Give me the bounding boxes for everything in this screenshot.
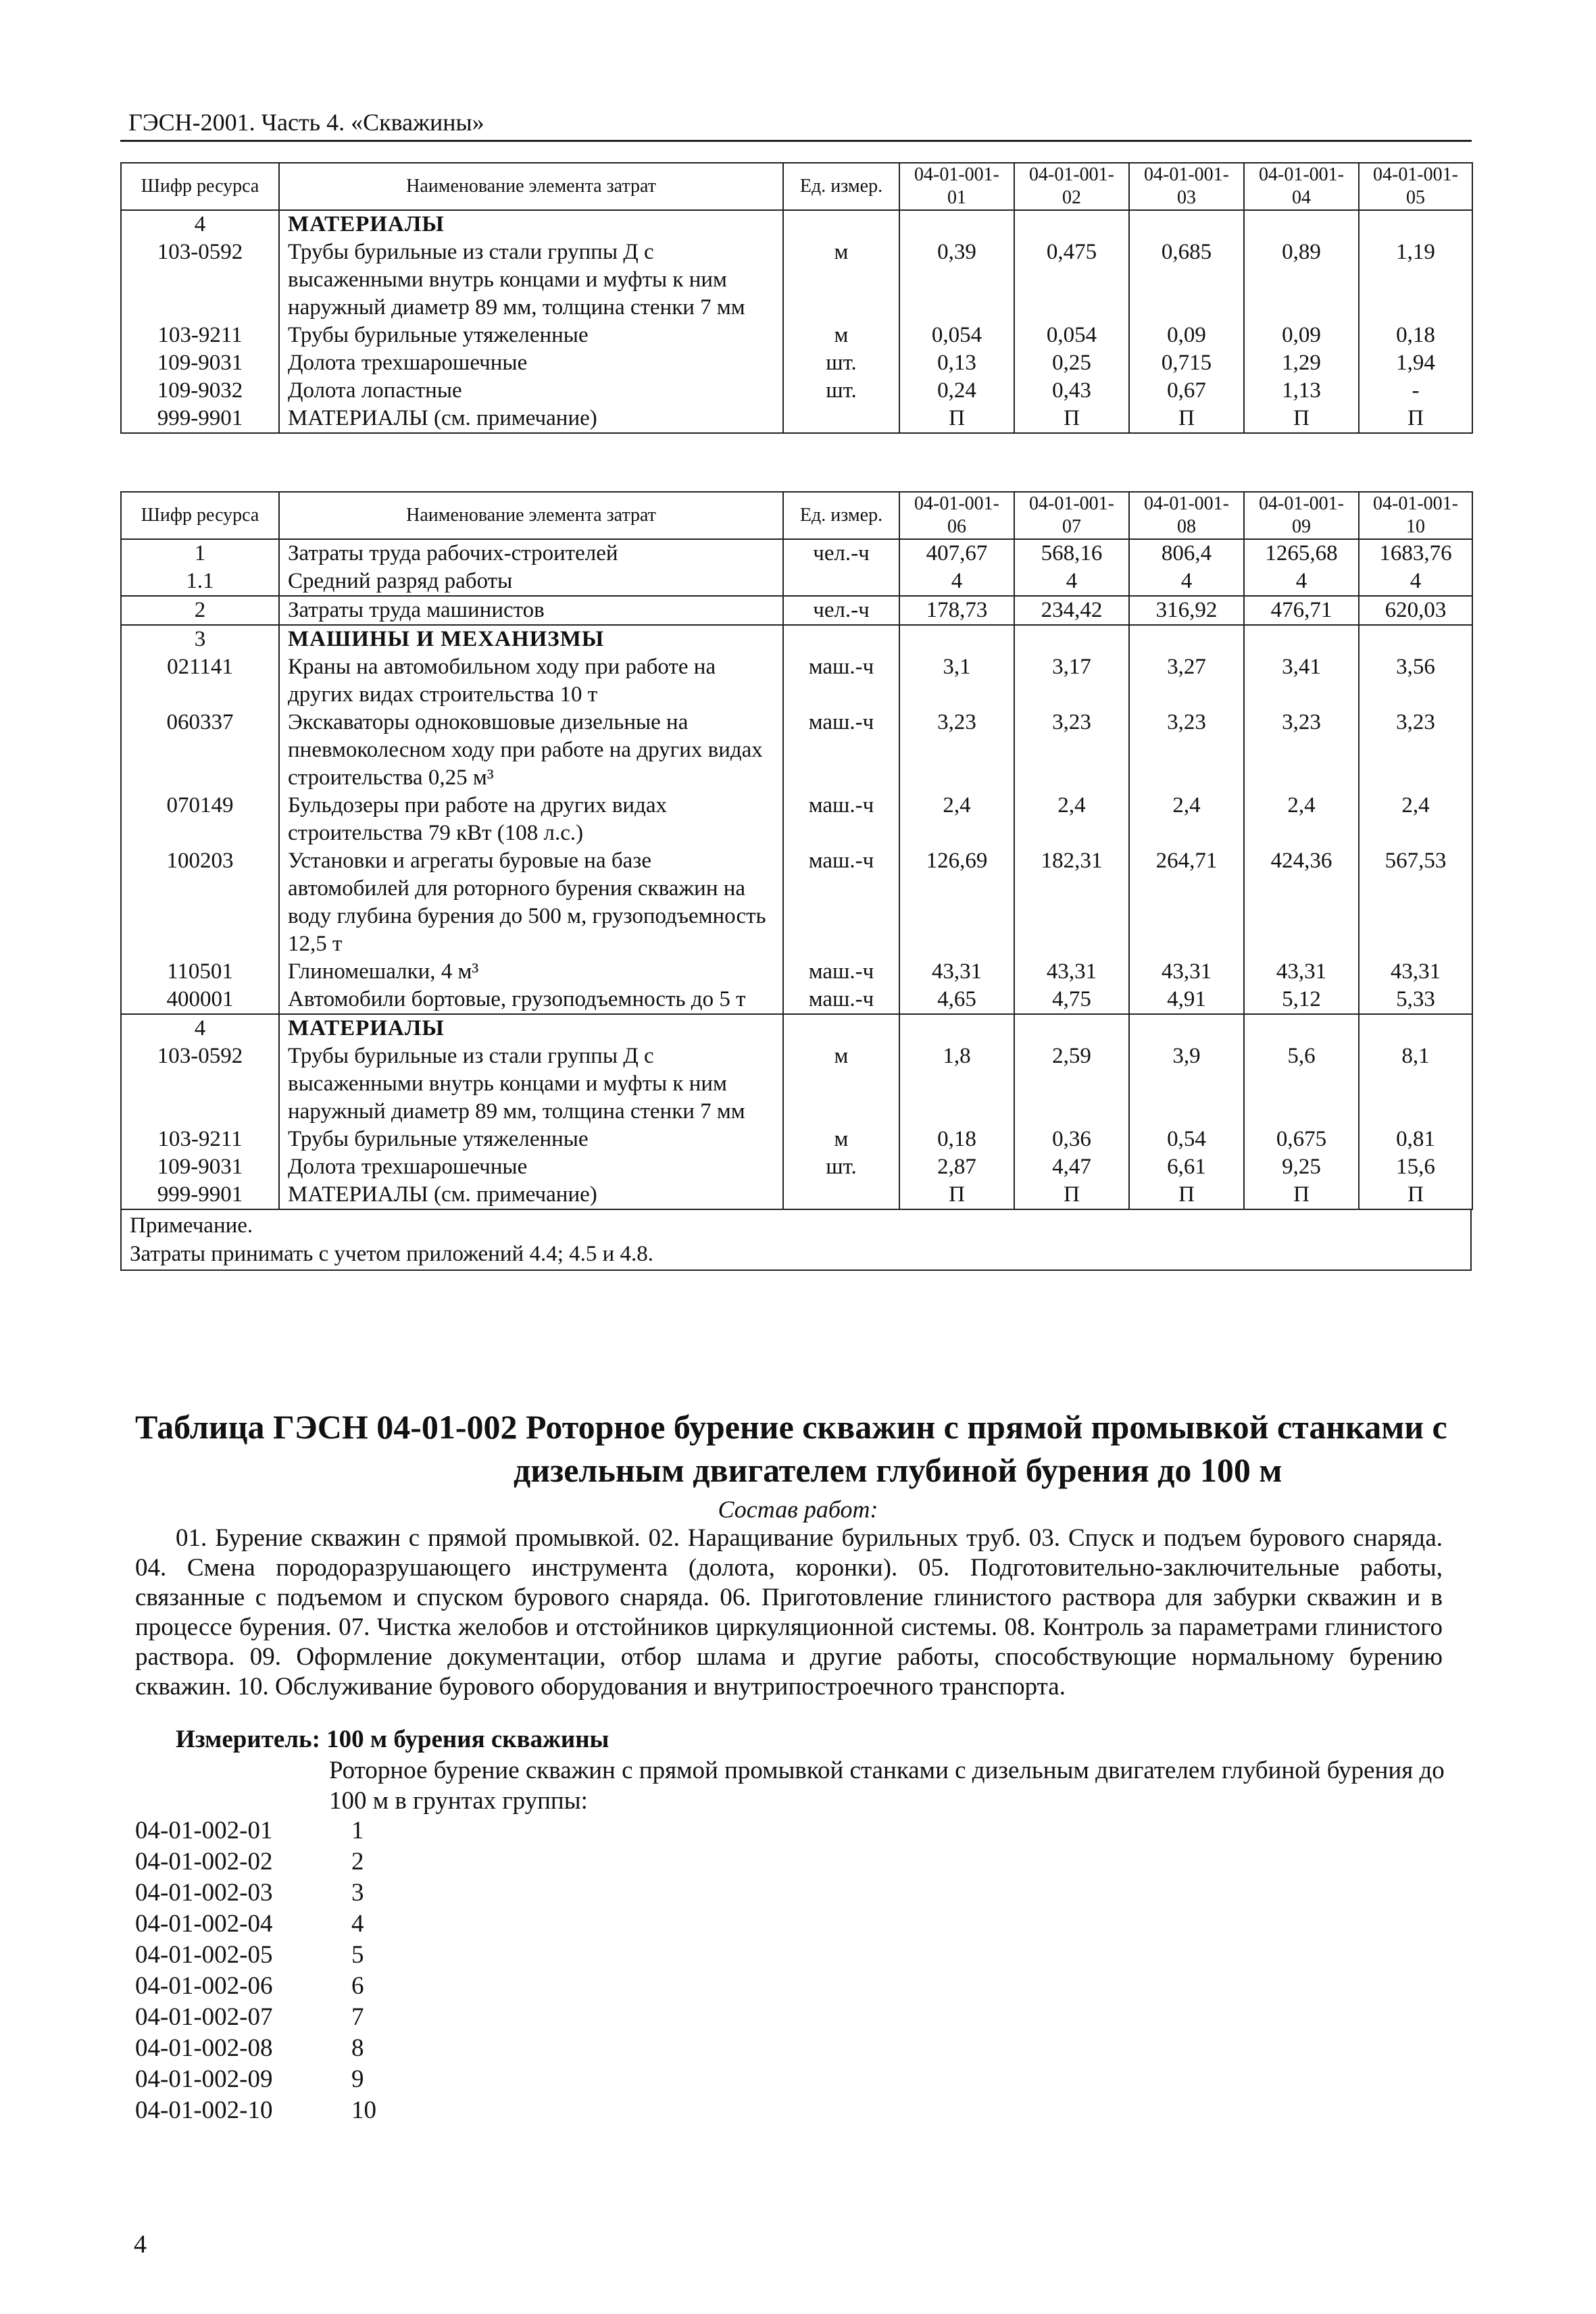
value-cell: 568,16 <box>1014 539 1129 568</box>
unit-cell <box>783 1181 899 1209</box>
value-cell: 4,91 <box>1129 986 1244 1014</box>
table-row <box>121 596 1472 625</box>
value-cell: 0,675 <box>1244 1126 1359 1153</box>
work-composition-text: 01. Бурение скважин с прямой промывкой. 02. Наращивание бурильных труб. 03. Спуск и подъем бурового снаряда. 04. Смена породоразрушающего инструмента (долота, коронки). 05. Подготовительно-заключительные работы, связанные с подъемом и спуском бурового снаряда. 06. Приготовление глинистого раствора для забурки скважин и в процессе бурения. 07. Чистка желобов и отстойников циркуляционной системы. 08. Контроль за параметрами глинистого раствора. 09. Оформление документации, отбор шлама и другие работы, способствующие нормальному бурению скважин. 10. Обслуживание бурового оборудования и внутрипостроечного транспорта. <box>135 1524 1443 1701</box>
element-name: Краны на автомобильном ходу при работе на других видах строительства 10 т <box>279 653 783 709</box>
table-row <box>121 1126 1472 1153</box>
soil-group: 10 <box>351 2096 376 2124</box>
soil-group: 1 <box>351 1817 364 1844</box>
element-name: МАШИНЫ И МЕХАНИЗМЫ <box>279 625 783 653</box>
resource-code: 999-9901 <box>121 405 279 433</box>
element-name: МАТЕРИАЛЫ (см. примечание) <box>279 405 783 433</box>
value-cell: 0,054 <box>899 322 1014 349</box>
value-cell: 234,42 <box>1014 596 1129 625</box>
value-cell: 0,67 <box>1129 377 1244 405</box>
norm-code: 04-01-002-07 <box>135 2003 273 2031</box>
code-list-item <box>135 1971 376 2002</box>
value-cell: 3,41 <box>1244 653 1359 709</box>
soil-group: 2 <box>351 1848 364 1876</box>
unit-cell <box>783 405 899 433</box>
value-cell: 1265,68 <box>1244 539 1359 568</box>
code-list-item <box>135 1815 376 1846</box>
value-cell <box>1129 625 1244 653</box>
value-cell: 6,61 <box>1129 1153 1244 1181</box>
value-cell: 0,475 <box>1014 238 1129 322</box>
table-row <box>121 792 1472 847</box>
resource-code: 021141 <box>121 653 279 709</box>
unit-cell: маш.-ч <box>783 958 899 986</box>
value-cell: 1,13 <box>1244 377 1359 405</box>
element-name: Затраты труда машинистов <box>279 596 783 625</box>
value-cell: 1,19 <box>1359 238 1472 322</box>
resource-code: 100203 <box>121 847 279 958</box>
resource-code: 109-9031 <box>121 349 279 377</box>
soil-group: 7 <box>351 2003 364 2031</box>
value-cell: 43,31 <box>1014 958 1129 986</box>
unit-cell <box>783 568 899 596</box>
value-cell: 3,23 <box>1129 709 1244 792</box>
value-cell: 4 <box>899 568 1014 596</box>
code-list-item <box>135 2002 376 2033</box>
value-cell <box>1014 625 1129 653</box>
column-header: 04-01-001-05 <box>1359 163 1472 210</box>
table-row <box>121 377 1472 405</box>
resource-table-1 <box>120 162 1473 434</box>
section-title-line1: Таблица ГЭСН 04-01-002 Роторное бурение скважин с прямой промывкой станками с <box>135 1408 1447 1446</box>
value-cell <box>1244 625 1359 653</box>
norm-code: 04-01-002-02 <box>135 1848 273 1876</box>
value-cell: 2,87 <box>899 1153 1014 1181</box>
value-cell: 567,53 <box>1359 847 1472 958</box>
value-cell: 0,24 <box>899 377 1014 405</box>
value-cell <box>1129 1014 1244 1042</box>
resource-code: 400001 <box>121 986 279 1014</box>
resource-code: 1 <box>121 539 279 568</box>
unit-cell: м <box>783 1126 899 1153</box>
value-cell: П <box>1244 405 1359 433</box>
norm-code: 04-01-002-06 <box>135 1972 273 2000</box>
value-cell: 0,054 <box>1014 322 1129 349</box>
work-composition-label: Состав работ: <box>718 1496 878 1523</box>
value-cell: 4,75 <box>1014 986 1129 1014</box>
header-rule <box>120 140 1472 142</box>
value-cell <box>1359 625 1472 653</box>
value-cell <box>1359 210 1472 238</box>
value-cell: 1,94 <box>1359 349 1472 377</box>
value-cell: 5,33 <box>1359 986 1472 1014</box>
value-cell <box>1014 1014 1129 1042</box>
value-cell: 424,36 <box>1244 847 1359 958</box>
value-cell: 3,23 <box>1359 709 1472 792</box>
table-row <box>121 709 1472 792</box>
value-cell: 0,09 <box>1244 322 1359 349</box>
value-cell: 0,18 <box>899 1126 1014 1153</box>
unit-cell: шт. <box>783 377 899 405</box>
resource-code: 060337 <box>121 709 279 792</box>
element-name: Автомобили бортовые, грузоподъемность до 5 т <box>279 986 783 1014</box>
resource-code: 3 <box>121 625 279 653</box>
column-header: Ед. измер. <box>783 492 899 539</box>
value-cell: 4,47 <box>1014 1153 1129 1181</box>
column-header: Наименование элемента затрат <box>279 492 783 539</box>
column-header: 04-01-001-10 <box>1359 492 1472 539</box>
table-row <box>121 1153 1472 1181</box>
value-cell: 5,12 <box>1244 986 1359 1014</box>
value-cell: 0,36 <box>1014 1126 1129 1153</box>
value-cell: 2,4 <box>1014 792 1129 847</box>
resource-code: 1.1 <box>121 568 279 596</box>
resource-code: 070149 <box>121 792 279 847</box>
table-note <box>120 1209 1472 1271</box>
value-cell: 264,71 <box>1129 847 1244 958</box>
element-name: Долота трехшарошечные <box>279 1153 783 1181</box>
table-header-row <box>121 163 1472 210</box>
value-cell: П <box>1014 1181 1129 1209</box>
value-cell: 476,71 <box>1244 596 1359 625</box>
value-cell: 0,715 <box>1129 349 1244 377</box>
norm-code: 04-01-002-05 <box>135 1941 273 1969</box>
table-row <box>121 1181 1472 1209</box>
column-header: 04-01-001-01 <box>899 163 1014 210</box>
value-cell: 0,09 <box>1129 322 1244 349</box>
value-cell: 3,27 <box>1129 653 1244 709</box>
table-row <box>121 847 1472 958</box>
norm-code-list <box>135 1815 376 2126</box>
value-cell: П <box>1014 405 1129 433</box>
value-cell: 15,6 <box>1359 1153 1472 1181</box>
value-cell: 407,67 <box>899 539 1014 568</box>
element-name: Экскаваторы одноковшовые дизельные на пневмоколесном ходу при работе на других видах строительства 0,25 м³ <box>279 709 783 792</box>
note-text: Затраты принимать с учетом приложений 4.4; 4.5 и 4.8. <box>130 1242 654 1266</box>
value-cell: 0,54 <box>1129 1126 1244 1153</box>
value-cell: 3,23 <box>1244 709 1359 792</box>
resource-code: 4 <box>121 1014 279 1042</box>
code-list-item <box>135 1940 376 1971</box>
resource-table-2 <box>120 491 1473 1210</box>
value-cell: 3,9 <box>1129 1042 1244 1126</box>
table-row <box>121 568 1472 596</box>
norm-code: 04-01-002-10 <box>135 2096 273 2124</box>
value-cell: 182,31 <box>1014 847 1129 958</box>
unit-cell: чел.-ч <box>783 596 899 625</box>
value-cell: 4 <box>1244 568 1359 596</box>
section-title-line2: дизельным двигателем глубиной бурения до 100 м <box>514 1451 1282 1489</box>
element-name: Установки и агрегаты буровые на базе автомобилей для роторного бурения скважин на воду глубина бурения до 500 м, грузоподъемность 12,5 т <box>279 847 783 958</box>
value-cell: 4,65 <box>899 986 1014 1014</box>
unit-cell: маш.-ч <box>783 709 899 792</box>
value-cell: П <box>1244 1181 1359 1209</box>
element-name: Долота трехшарошечные <box>279 349 783 377</box>
value-cell: 0,13 <box>899 349 1014 377</box>
value-cell <box>899 625 1014 653</box>
table-row <box>121 1042 1472 1126</box>
value-cell: 620,03 <box>1359 596 1472 625</box>
value-cell <box>1129 210 1244 238</box>
table-row <box>121 653 1472 709</box>
value-cell: 3,1 <box>899 653 1014 709</box>
value-cell: 2,4 <box>899 792 1014 847</box>
resource-code: 103-0592 <box>121 238 279 322</box>
element-name: МАТЕРИАЛЫ (см. примечание) <box>279 1181 783 1209</box>
table-row <box>121 539 1472 568</box>
value-cell: 5,6 <box>1244 1042 1359 1126</box>
unit-cell: маш.-ч <box>783 792 899 847</box>
column-header: 04-01-001-09 <box>1244 492 1359 539</box>
code-list-item <box>135 1878 376 1909</box>
unit-cell <box>783 1014 899 1042</box>
resource-code: 2 <box>121 596 279 625</box>
column-header: Ед. измер. <box>783 163 899 210</box>
page-number: 4 <box>134 2230 147 2259</box>
norm-description: Роторное бурение скважин с прямой промывкой станками с дизельным двигателем глубиной бурения до 100 м в грунтах группы: <box>329 1757 1445 1815</box>
value-cell: 3,23 <box>1014 709 1129 792</box>
unit-cell <box>783 210 899 238</box>
element-name: Затраты труда рабочих-строителей <box>279 539 783 568</box>
value-cell: П <box>1359 405 1472 433</box>
column-header: Шифр ресурса <box>121 163 279 210</box>
table-row <box>121 238 1472 322</box>
value-cell: 0,81 <box>1359 1126 1472 1153</box>
unit-cell: м <box>783 1042 899 1126</box>
value-cell: 2,4 <box>1359 792 1472 847</box>
value-cell <box>1244 210 1359 238</box>
value-cell: 3,23 <box>899 709 1014 792</box>
code-list-item <box>135 1909 376 1940</box>
column-header: Наименование элемента затрат <box>279 163 783 210</box>
column-header: 04-01-001-08 <box>1129 492 1244 539</box>
resource-code: 999-9901 <box>121 1181 279 1209</box>
value-cell: 43,31 <box>899 958 1014 986</box>
value-cell: П <box>899 405 1014 433</box>
value-cell: 4 <box>1129 568 1244 596</box>
value-cell: 8,1 <box>1359 1042 1472 1126</box>
value-cell: - <box>1359 377 1472 405</box>
value-cell: 316,92 <box>1129 596 1244 625</box>
element-name: МАТЕРИАЛЫ <box>279 1014 783 1042</box>
table-row <box>121 322 1472 349</box>
note-title: Примечание. <box>130 1213 253 1238</box>
code-list-item <box>135 2064 376 2095</box>
value-cell: 1683,76 <box>1359 539 1472 568</box>
value-cell: 43,31 <box>1244 958 1359 986</box>
element-name: Трубы бурильные из стали группы Д с высаженными внутрь концами и муфты к ним наружный диаметр 89 мм, толщина стенки 7 мм <box>279 1042 783 1126</box>
table-row <box>121 986 1472 1014</box>
soil-group: 3 <box>351 1879 364 1907</box>
element-name: Глиномешалки, 4 м³ <box>279 958 783 986</box>
unit-cell: м <box>783 322 899 349</box>
value-cell: 0,25 <box>1014 349 1129 377</box>
unit-cell: маш.-ч <box>783 653 899 709</box>
element-name: Долота лопастные <box>279 377 783 405</box>
value-cell <box>899 1014 1014 1042</box>
value-cell: 2,4 <box>1129 792 1244 847</box>
value-cell: 2,4 <box>1244 792 1359 847</box>
unit-cell: маш.-ч <box>783 986 899 1014</box>
table-row <box>121 349 1472 377</box>
unit-cell: маш.-ч <box>783 847 899 958</box>
norm-code: 04-01-002-08 <box>135 2034 273 2062</box>
element-name: Бульдозеры при работе на других видах строительства 79 кВт (108 л.с.) <box>279 792 783 847</box>
value-cell: 43,31 <box>1359 958 1472 986</box>
element-name: Трубы бурильные из стали группы Д с высаженными внутрь концами и муфты к ним наружный диаметр 89 мм, толщина стенки 7 мм <box>279 238 783 322</box>
section-title <box>135 1405 1460 1492</box>
column-header: 04-01-001-06 <box>899 492 1014 539</box>
norm-code: 04-01-002-04 <box>135 1910 273 1938</box>
norm-code: 04-01-002-09 <box>135 2065 273 2093</box>
soil-group: 9 <box>351 2065 364 2093</box>
running-header: ГЭСН-2001. Часть 4. «Скважины» <box>128 109 484 136</box>
unit-cell: м <box>783 238 899 322</box>
soil-group: 5 <box>351 1941 364 1969</box>
norm-code: 04-01-002-01 <box>135 1817 273 1844</box>
resource-code: 4 <box>121 210 279 238</box>
value-cell: 0,39 <box>899 238 1014 322</box>
value-cell <box>1359 1014 1472 1042</box>
table-header-row <box>121 492 1472 539</box>
value-cell: 0,685 <box>1129 238 1244 322</box>
table-row <box>121 958 1472 986</box>
resource-code: 103-9211 <box>121 1126 279 1153</box>
code-list-item <box>135 1846 376 1878</box>
value-cell: П <box>1359 1181 1472 1209</box>
value-cell: 806,4 <box>1129 539 1244 568</box>
table-row <box>121 210 1472 238</box>
column-header: 04-01-001-03 <box>1129 163 1244 210</box>
value-cell <box>899 210 1014 238</box>
value-cell: 1,29 <box>1244 349 1359 377</box>
resource-code: 103-0592 <box>121 1042 279 1126</box>
column-header: 04-01-001-07 <box>1014 492 1129 539</box>
value-cell: 43,31 <box>1129 958 1244 986</box>
value-cell: 178,73 <box>899 596 1014 625</box>
resource-code: 110501 <box>121 958 279 986</box>
element-name: Трубы бурильные утяжеленные <box>279 322 783 349</box>
value-cell: 1,8 <box>899 1042 1014 1126</box>
element-name: МАТЕРИАЛЫ <box>279 210 783 238</box>
column-header: 04-01-001-02 <box>1014 163 1129 210</box>
column-header: Шифр ресурса <box>121 492 279 539</box>
value-cell: 4 <box>1359 568 1472 596</box>
value-cell: 9,25 <box>1244 1153 1359 1181</box>
soil-group: 6 <box>351 1972 364 2000</box>
value-cell: 126,69 <box>899 847 1014 958</box>
soil-group: 4 <box>351 1910 364 1938</box>
unit-cell: шт. <box>783 1153 899 1181</box>
value-cell: 0,89 <box>1244 238 1359 322</box>
norm-code: 04-01-002-03 <box>135 1879 273 1907</box>
element-name: Трубы бурильные утяжеленные <box>279 1126 783 1153</box>
unit-cell: шт. <box>783 349 899 377</box>
resource-code: 109-9032 <box>121 377 279 405</box>
value-cell <box>1244 1014 1359 1042</box>
value-cell: П <box>1129 1181 1244 1209</box>
table-row <box>121 405 1472 433</box>
resource-code: 103-9211 <box>121 322 279 349</box>
value-cell <box>1014 210 1129 238</box>
table-row <box>121 1014 1472 1042</box>
element-name: Средний разряд работы <box>279 568 783 596</box>
meter-label: Измеритель: 100 м бурения скважины <box>176 1726 609 1753</box>
value-cell: П <box>899 1181 1014 1209</box>
value-cell: 3,56 <box>1359 653 1472 709</box>
code-list-item <box>135 2033 376 2064</box>
value-cell: 3,17 <box>1014 653 1129 709</box>
value-cell: 4 <box>1014 568 1129 596</box>
value-cell: П <box>1129 405 1244 433</box>
resource-code: 109-9031 <box>121 1153 279 1181</box>
table-row <box>121 625 1472 653</box>
code-list-item <box>135 2095 376 2126</box>
value-cell: 0,43 <box>1014 377 1129 405</box>
soil-group: 8 <box>351 2034 364 2062</box>
value-cell: 0,18 <box>1359 322 1472 349</box>
value-cell: 2,59 <box>1014 1042 1129 1126</box>
unit-cell: чел.-ч <box>783 539 899 568</box>
column-header: 04-01-001-04 <box>1244 163 1359 210</box>
unit-cell <box>783 625 899 653</box>
